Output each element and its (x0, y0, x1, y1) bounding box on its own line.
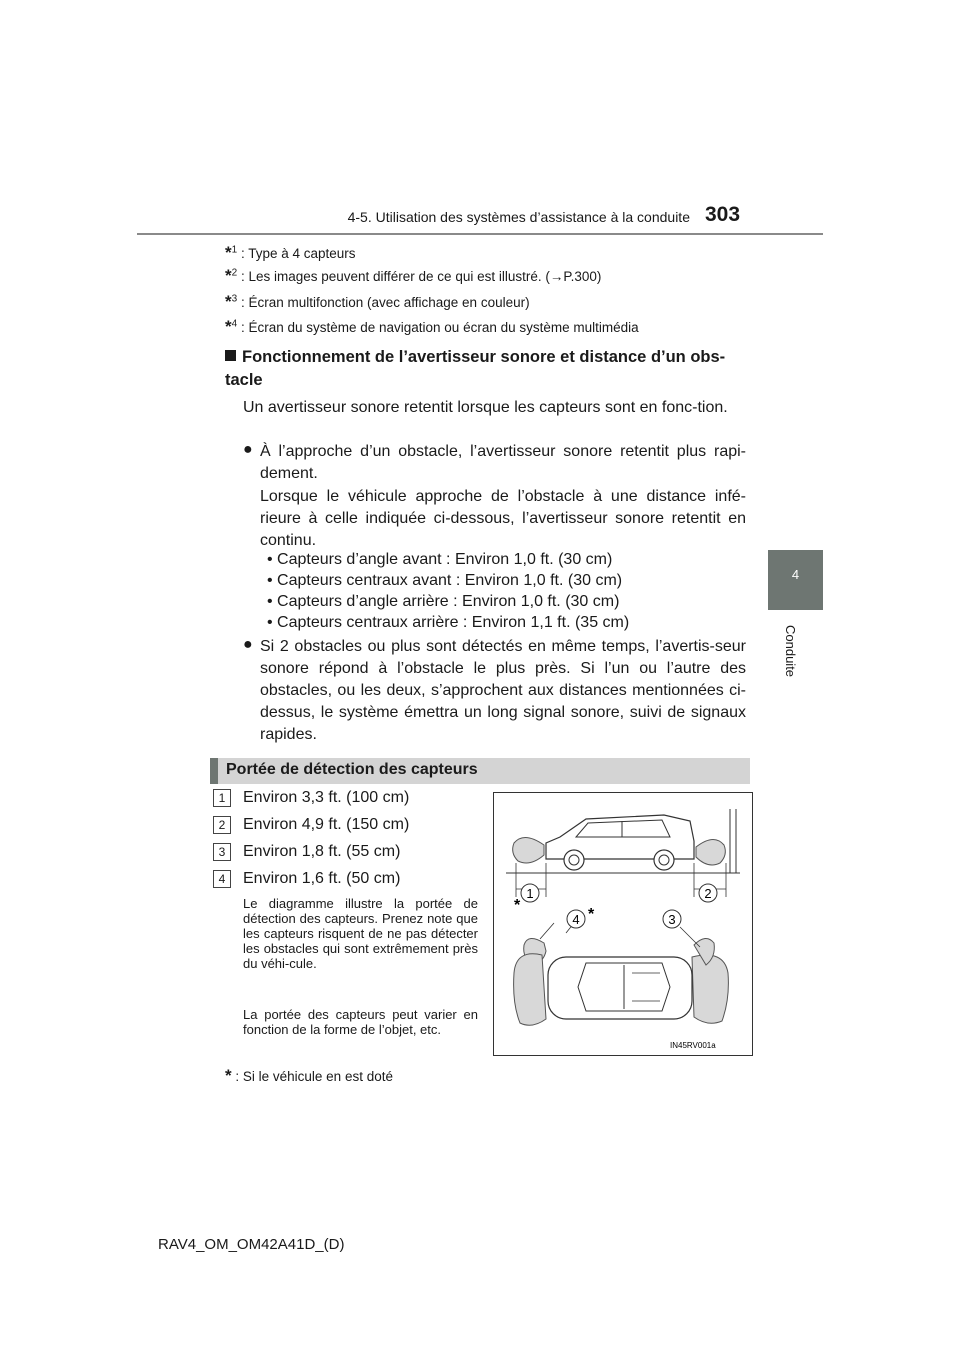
list-item: • Capteurs d’angle avant : Environ 1,0 ft. (30 cm) (267, 551, 613, 568)
item-number-1: 1 (213, 789, 231, 807)
range-section-band (210, 758, 750, 784)
bullet-1-detail: Lorsque le véhicule approche de l’obstacle à une distance infé-rieure à celle indiquée ci-dessous, l’avertisseur sonore retentit en continu. (260, 488, 746, 549)
callout-4: 4 (572, 912, 580, 927)
list-item: • Capteurs centraux arrière : Environ 1,1 ft. (35 cm) (267, 614, 630, 631)
chapter-label: Conduite (783, 625, 798, 678)
square-bullet-icon (225, 350, 236, 361)
range-item-3: Environ 1,8 ft. (55 cm) (243, 843, 401, 860)
intro-paragraph: Un avertisseur sonore retentit lorsque les capteurs sont en fonc-tion. (243, 399, 728, 416)
rear-center-zone (692, 955, 728, 1023)
figure-code: IN45RV001a (670, 1041, 716, 1050)
callout-2: 2 (704, 886, 712, 901)
front-center-zone (514, 954, 546, 1025)
section-heading: Fonctionnement de l’avertisseur sonore et distance d’un obs-tacle (225, 348, 726, 389)
sensor-range-figure (493, 792, 753, 1056)
car-top-body (548, 957, 692, 1019)
equipped-note: * : Si le véhicule en est doté (225, 1066, 393, 1085)
callout-star: * (514, 897, 521, 914)
range-section-heading: Portée de détection des capteurs (226, 761, 478, 778)
callout-1: 1 (526, 886, 534, 901)
footnote-1: *$^1$ : Type à 4 capteurs (225, 243, 356, 262)
footnote-4: *$^4$ : Écran du système de navigation ou écran du système multimédia (225, 317, 639, 336)
item-number-3: 3 (213, 843, 231, 861)
page-number: 303 (705, 203, 741, 226)
item-number-4: 4 (213, 870, 231, 888)
rear-sensor-zone (696, 839, 725, 865)
range-item-4: Environ 1,6 ft. (50 cm) (243, 870, 401, 887)
item-number-2: 2 (213, 816, 231, 834)
band-accent (210, 758, 218, 784)
range-item-2: Environ 4,9 ft. (150 cm) (243, 816, 410, 833)
range-note-2: La portée des capteurs peut varier en fonction de la forme de l’objet, etc. (243, 1007, 478, 1037)
range-item-1: Environ 3,3 ft. (100 cm) (243, 789, 410, 806)
callout-star: * (588, 906, 595, 923)
callout-3: 3 (668, 912, 676, 927)
footnote-3: *$^3$ : Écran multifonction (avec affichage en couleur) (225, 292, 530, 311)
header-section-title: 4-5. Utilisation des systèmes d’assistance à la conduite (347, 209, 690, 225)
chapter-tab: 4 (768, 550, 823, 610)
footer-doc-code: RAV4_OM_OM42A41D_(D) (158, 1236, 345, 1253)
sensor-range-diagram (494, 793, 752, 1055)
bullet-1-text: À l’approche d’un obstacle, l’avertisseur sonore retentit plus rapi-dement. (260, 443, 746, 482)
bullet-2-text: Si 2 obstacles ou plus sont détectés en même temps, l’avertis-seur sonore répond à l’obstacle le plus près. Si l’un ou l’autre des obstacles, ou les deux, s’approchent aux distances mentionnées ci-dessus, le système émettra un long signal sonore, suivi de signaux rapides. (260, 638, 746, 743)
circle-bullet-icon: ● (243, 441, 253, 458)
front-sensor-zone (513, 837, 544, 863)
list-item: • Capteurs d’angle arrière : Environ 1,0 ft. (30 cm) (267, 593, 620, 610)
circle-bullet-icon: ● (243, 636, 253, 653)
range-note-1: Le diagramme illustre la portée de détection des capteurs. Prenez note que les capteurs risquent de ne pas détecter les obstacles qui sont extrêmement près du véhi-cule. (243, 896, 478, 971)
list-item: • Capteurs centraux avant : Environ 1,0 ft. (30 cm) (267, 572, 623, 589)
footnote-2: *$^2$ : Les images peuvent différer de ce qui est illustré. (→P.300) (225, 266, 602, 285)
header-rule (137, 233, 823, 235)
distance-list (267, 549, 629, 633)
